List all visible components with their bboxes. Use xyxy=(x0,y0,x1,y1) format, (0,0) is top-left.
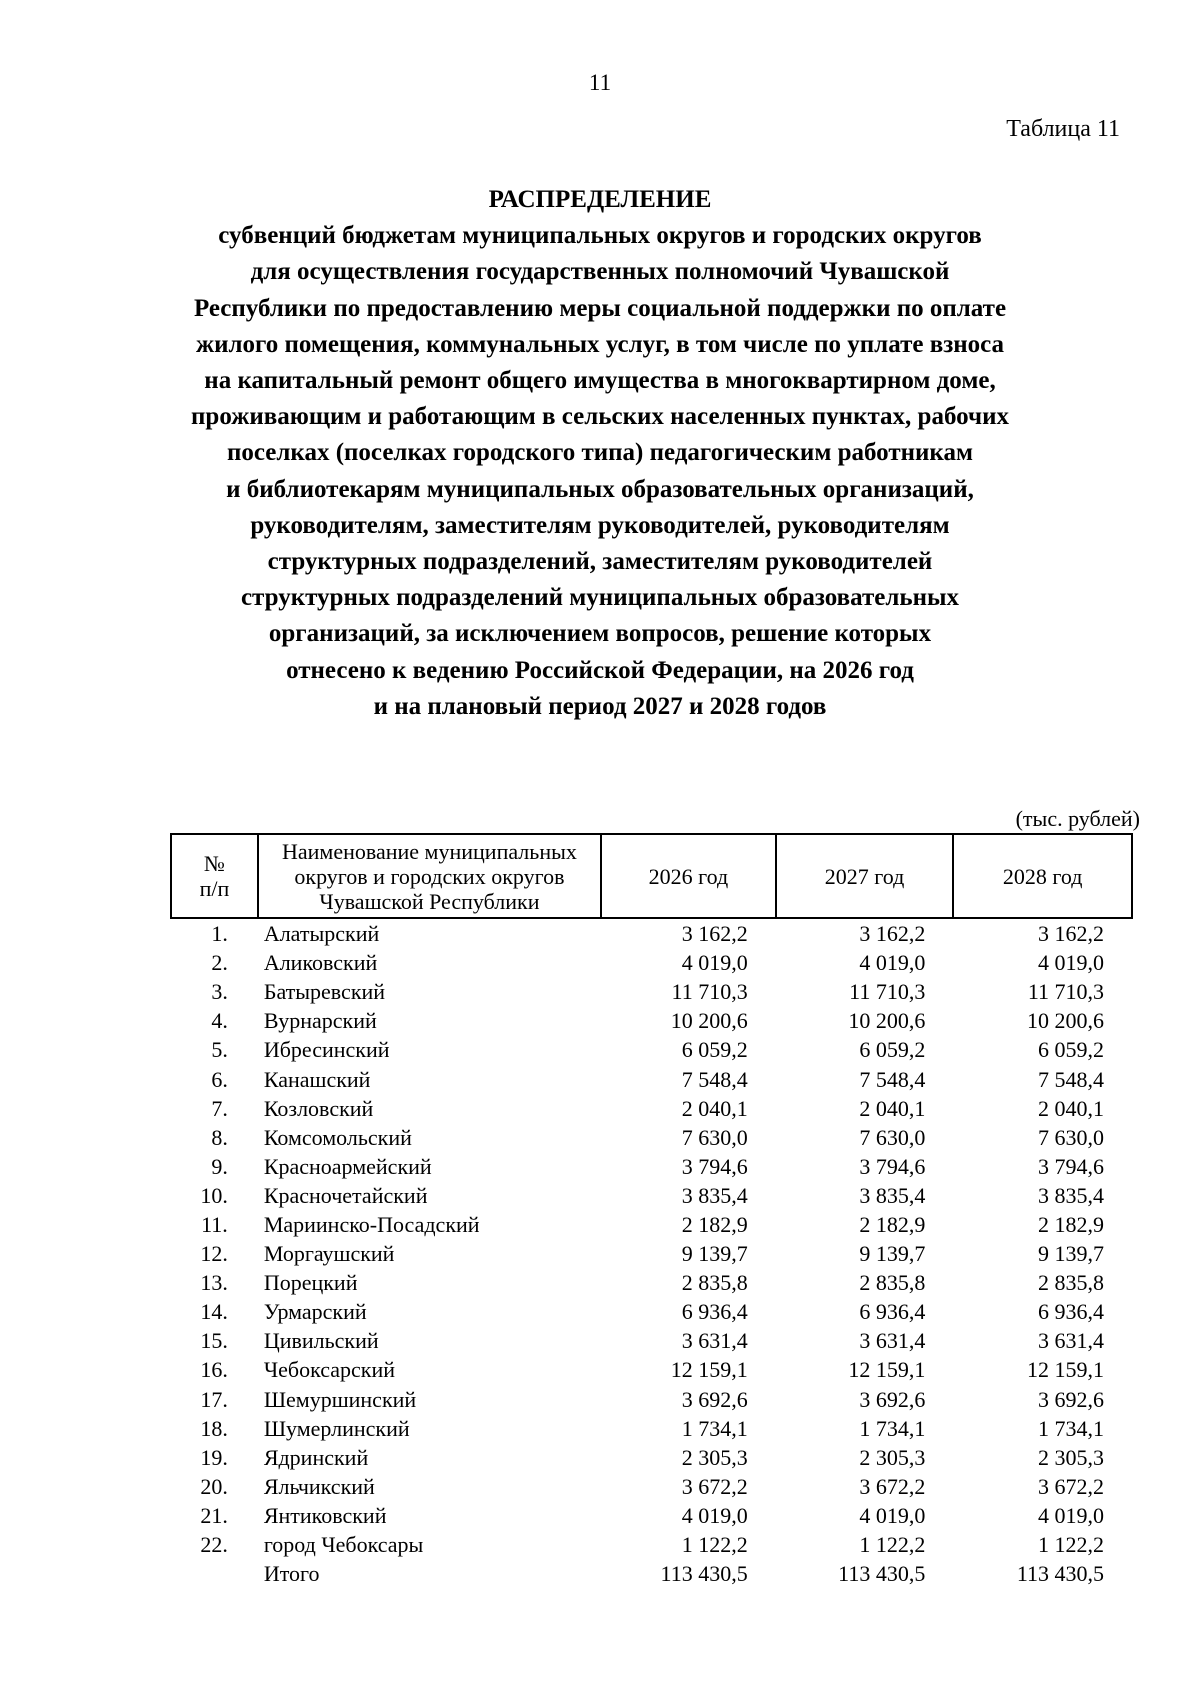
row-number: 5. xyxy=(211,1037,228,1063)
row-number: 1. xyxy=(211,921,228,947)
value-2026: 11 710,3 xyxy=(671,979,748,1005)
value-2028: 3 672,2 xyxy=(1038,1473,1104,1499)
value-2027: 2 305,3 xyxy=(859,1444,926,1470)
district-name: Красночетайский xyxy=(263,1182,428,1208)
title-line: отнесено к ведению Российской Федерации, на 2026 год xyxy=(286,656,914,684)
value-2028: 6 059,2 xyxy=(1038,1037,1104,1063)
value-2026: 4 019,0 xyxy=(681,950,748,976)
units-label: (тыс. рублей) xyxy=(1015,806,1140,831)
row-number: 3. xyxy=(211,979,228,1005)
table-row xyxy=(171,918,1132,948)
table-row xyxy=(171,1326,1132,1355)
value-2028: 7 630,0 xyxy=(1038,1124,1104,1150)
value-2028: 1 122,2 xyxy=(1038,1532,1104,1558)
value-2028: 3 692,6 xyxy=(1038,1386,1104,1412)
district-name: Вурнарский xyxy=(263,1008,377,1034)
table-row xyxy=(171,1210,1132,1239)
value-2026: 3 692,6 xyxy=(681,1386,748,1412)
value-2027: 3 672,2 xyxy=(859,1473,926,1499)
title-line: жилого помещения, коммунальных услуг, в том числе по уплате взноса xyxy=(195,330,1005,358)
value-2028: 2 040,1 xyxy=(1038,1095,1104,1121)
title-line: РАСПРЕДЕЛЕНИЕ xyxy=(488,186,712,213)
table-row xyxy=(171,948,1132,977)
value-2028: 1 734,1 xyxy=(1038,1415,1104,1441)
row-number: 18. xyxy=(200,1415,228,1441)
table-row xyxy=(171,977,1132,1006)
row-number: 10. xyxy=(200,1182,228,1208)
page-number: 11 xyxy=(588,70,612,95)
district-name: Мариинско-Посадский xyxy=(263,1211,480,1237)
value-2026: 10 200,6 xyxy=(670,1008,748,1034)
table-row xyxy=(171,1239,1132,1268)
value-2026: 2 305,3 xyxy=(681,1444,748,1470)
district-name: Комсомольский xyxy=(263,1124,412,1150)
row-number: 9. xyxy=(211,1153,228,1179)
row-number: 14. xyxy=(200,1299,228,1325)
row-number: 20. xyxy=(200,1473,228,1499)
value-2027: 6 936,4 xyxy=(859,1299,926,1325)
subvention-table xyxy=(170,833,1133,1588)
value-2026: 1 734,1 xyxy=(681,1415,748,1441)
district-name: Чебоксарский xyxy=(263,1357,396,1383)
value-2026: 3 162,2 xyxy=(681,921,748,947)
value-2027: 12 159,1 xyxy=(848,1357,926,1383)
document-title xyxy=(120,182,1080,725)
value-2027: 2 040,1 xyxy=(859,1095,926,1121)
value-2028: 10 200,6 xyxy=(1027,1008,1104,1034)
title-line: организаций, за исключением вопросов, решение которых xyxy=(268,620,932,648)
value-2026: 9 139,7 xyxy=(681,1241,748,1267)
value-2026: 3 835,4 xyxy=(681,1182,748,1208)
table-row xyxy=(171,1530,1132,1559)
district-name: Ядринский xyxy=(263,1444,369,1470)
value-2027: 1 122,2 xyxy=(859,1532,926,1558)
table-row xyxy=(171,1297,1132,1326)
header-name xyxy=(258,834,601,918)
title-line: Республики по предоставлению меры социальной поддержки по оплате xyxy=(193,294,1007,322)
value-2026: 2 835,8 xyxy=(681,1270,748,1296)
header-2028: 2028 год xyxy=(953,834,1132,918)
value-2027: 3 835,4 xyxy=(859,1182,926,1208)
value-2028: 4 019,0 xyxy=(1038,950,1104,976)
title-line: руководителям, заместителям руководителей, руководителям xyxy=(250,511,950,539)
row-number: 7. xyxy=(211,1095,228,1121)
table-row xyxy=(171,1268,1132,1297)
total-2028: 113 430,5 xyxy=(1016,1561,1104,1587)
row-number: 6. xyxy=(211,1066,228,1092)
value-2028: 3 835,4 xyxy=(1038,1182,1104,1208)
title-line: структурных подразделений, заместителям руководителей xyxy=(267,548,933,576)
table-row xyxy=(171,1501,1132,1530)
header-name-line: Наименование муниципальных xyxy=(282,838,577,864)
value-2027: 1 734,1 xyxy=(859,1415,926,1441)
value-2028: 2 305,3 xyxy=(1038,1444,1104,1470)
district-name: Батыревский xyxy=(263,979,386,1005)
header-number-line: п/п xyxy=(199,876,230,901)
value-2027: 3 692,6 xyxy=(859,1386,926,1412)
value-2027: 9 139,7 xyxy=(859,1241,926,1267)
row-number: 16. xyxy=(200,1357,228,1383)
value-2028: 3 162,2 xyxy=(1038,921,1104,947)
value-2028: 9 139,7 xyxy=(1038,1241,1104,1267)
district-name: Канашский xyxy=(263,1066,371,1092)
district-name: город Чебоксары xyxy=(263,1532,424,1558)
district-name: Шумерлинский xyxy=(263,1415,410,1441)
row-number: 13. xyxy=(200,1270,228,1296)
value-2028: 4 019,0 xyxy=(1038,1502,1104,1528)
header-number xyxy=(171,834,258,918)
title-line: проживающим и работающим в сельских населенных пунктах, рабочих xyxy=(191,403,1009,431)
total-2026: 113 430,5 xyxy=(660,1561,748,1587)
district-name: Шемуршинский xyxy=(263,1386,417,1412)
district-name: Красноармейский xyxy=(263,1153,432,1179)
value-2028: 7 548,4 xyxy=(1038,1066,1104,1092)
table-row xyxy=(171,1152,1132,1181)
row-number: 15. xyxy=(200,1328,228,1354)
district-name: Алатырский xyxy=(263,921,380,947)
row-number: 11. xyxy=(201,1211,228,1237)
table-row xyxy=(171,1094,1132,1123)
value-2028: 3 794,6 xyxy=(1038,1153,1104,1179)
value-2027: 3 162,2 xyxy=(859,921,926,947)
value-2027: 10 200,6 xyxy=(848,1008,926,1034)
value-2026: 6 059,2 xyxy=(681,1037,748,1063)
value-2026: 4 019,0 xyxy=(681,1502,748,1528)
table-row xyxy=(171,1443,1132,1472)
value-2027: 6 059,2 xyxy=(859,1037,926,1063)
table-row xyxy=(171,1414,1132,1443)
table-label: Таблица 11 xyxy=(1006,116,1120,142)
value-2027: 4 019,0 xyxy=(859,1502,926,1528)
header-2026: 2026 год xyxy=(601,834,776,918)
row-number: 22. xyxy=(200,1532,228,1558)
district-name: Янтиковский xyxy=(263,1502,387,1528)
value-2026: 7 630,0 xyxy=(681,1124,748,1150)
value-2027: 2 835,8 xyxy=(859,1270,926,1296)
title-line: на капитальный ремонт общего имущества в многоквартирном доме, xyxy=(204,367,996,395)
value-2026: 3 631,4 xyxy=(681,1328,748,1354)
total-label: Итого xyxy=(263,1561,320,1587)
district-name: Порецкий xyxy=(263,1270,358,1296)
value-2027: 7 630,0 xyxy=(859,1124,926,1150)
row-number: 19. xyxy=(200,1444,228,1470)
total-number-cell xyxy=(171,1559,258,1588)
value-2027: 3 794,6 xyxy=(859,1153,926,1179)
table-row xyxy=(171,1385,1132,1414)
district-name: Моргаушский xyxy=(263,1241,395,1267)
title-line: поселках (поселках городского типа) педагогическим работникам xyxy=(227,439,973,467)
value-2027: 3 631,4 xyxy=(859,1328,926,1354)
table-row xyxy=(171,1123,1132,1152)
title-line: субвенций бюджетам муниципальных округов и городских округов xyxy=(218,222,982,250)
value-2028: 12 159,1 xyxy=(1027,1357,1104,1383)
total-row xyxy=(171,1559,1132,1588)
district-name: Урмарский xyxy=(263,1299,367,1325)
table-row xyxy=(171,1035,1132,1064)
header-name-line: Чувашской Республики xyxy=(319,888,540,914)
title-line: для осуществления государственных полномочий Чувашской xyxy=(250,258,950,286)
value-2028: 2 835,8 xyxy=(1038,1270,1104,1296)
header-2027: 2027 год xyxy=(776,834,954,918)
value-2026: 3 672,2 xyxy=(681,1473,748,1499)
total-2027: 113 430,5 xyxy=(838,1561,926,1587)
value-2026: 2 040,1 xyxy=(681,1095,748,1121)
title-line: и на плановый период 2027 и 2028 годов xyxy=(373,692,827,720)
table-row xyxy=(171,1064,1132,1093)
row-number: 12. xyxy=(200,1241,228,1267)
table-row xyxy=(171,1006,1132,1035)
value-2028: 11 710,3 xyxy=(1027,979,1104,1005)
value-2027: 2 182,9 xyxy=(859,1211,926,1237)
value-2026: 6 936,4 xyxy=(681,1299,748,1325)
value-2028: 3 631,4 xyxy=(1038,1328,1104,1354)
row-number: 21. xyxy=(200,1502,228,1528)
header-number-line: № xyxy=(203,851,225,876)
table-row xyxy=(171,1472,1132,1501)
value-2028: 6 936,4 xyxy=(1038,1299,1104,1325)
row-number: 4. xyxy=(211,1008,228,1034)
district-name: Яльчикский xyxy=(263,1473,375,1499)
value-2026: 1 122,2 xyxy=(681,1532,748,1558)
table-body xyxy=(171,918,1132,1588)
value-2026: 7 548,4 xyxy=(681,1066,748,1092)
value-2027: 4 019,0 xyxy=(859,950,926,976)
table-row xyxy=(171,1181,1132,1210)
row-number: 8. xyxy=(211,1124,228,1150)
district-name: Ибресинский xyxy=(263,1037,390,1063)
table-header-row xyxy=(171,834,1132,918)
header-name-line: округов и городских округов xyxy=(294,863,565,889)
table-row xyxy=(171,1355,1132,1384)
value-2026: 2 182,9 xyxy=(681,1211,748,1237)
district-name: Цивильский xyxy=(263,1328,379,1354)
value-2028: 2 182,9 xyxy=(1038,1211,1104,1237)
value-2026: 12 159,1 xyxy=(670,1357,748,1383)
row-number: 2. xyxy=(211,950,228,976)
row-number: 17. xyxy=(200,1386,228,1412)
value-2027: 11 710,3 xyxy=(849,979,926,1005)
title-line: и библиотекарям муниципальных образовательных организаций, xyxy=(226,475,974,503)
title-line: структурных подразделений муниципальных образовательных xyxy=(240,584,960,612)
value-2026: 3 794,6 xyxy=(681,1153,748,1179)
value-2027: 7 548,4 xyxy=(859,1066,926,1092)
district-name: Козловский xyxy=(263,1095,374,1121)
district-name: Аликовский xyxy=(263,950,378,976)
